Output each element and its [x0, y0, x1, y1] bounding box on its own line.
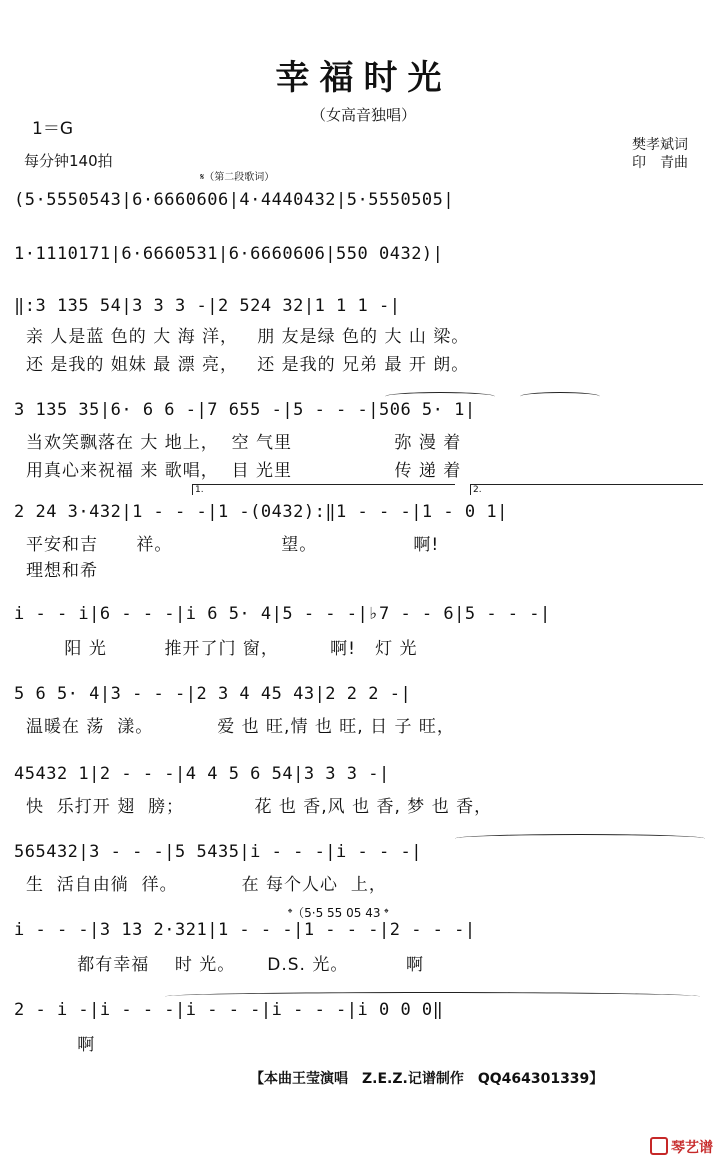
lyric-line-8: 温暖在 荡 漾。 爱 也 旺,情 也 旺, 日 子 旺， — [26, 717, 455, 736]
lyric-line-2: 还 是我的 姐妹 最 漂 亮， 还 是我的 兄弟 最 开 朗。 — [26, 355, 470, 374]
lyric-line-6: 理想和希 — [26, 561, 98, 580]
lyric-line-11: 都有幸福 时 光。 D.S. 光。 啊 — [26, 955, 424, 974]
brand-logo — [650, 1137, 713, 1157]
tempo-marking: 每分钟140拍 — [24, 152, 113, 170]
score-line-3: ‖:3 135 54|3 3 3 -|2 524 32|1 1 1 -| — [14, 296, 401, 316]
lyric-line-3: 当欢笑飘落在 大 地上， 空 气里 弥 漫 着 — [26, 433, 462, 452]
score-line-5: 2 24 3·432|1 - - -|1 -(0432):‖1 - - -|1 - 0 1| — [14, 502, 508, 522]
score-line-10: i - - -|3 13 2·321|1 - - -|1 - - -|2 - - -| — [14, 920, 476, 940]
lyric-line-1: 亲 人是蓝 色的 大 海 洋， 朋 友是绿 色的 大 山 梁。 — [26, 327, 470, 346]
score-line-7: 5 6 5· 4|3 - - -|2 3 4 45 43|2 2 2 -| — [14, 684, 412, 704]
brand-icon — [650, 1137, 668, 1155]
lyricist-credit: 樊孝斌词 — [632, 137, 688, 153]
footer-credit: 【本曲王莹演唱 Z.E.Z.记谱制作 QQ464301339】 — [250, 1071, 604, 1087]
volta-second-ending: 2. — [470, 484, 703, 495]
lyric-line-12: 啊 — [26, 1035, 96, 1054]
page-title: 幸福时光 — [275, 58, 452, 98]
segno-note: 𝄋（第二段歌词） — [200, 172, 275, 183]
subtitle: （女高音独唱） — [310, 106, 416, 124]
lyric-line-9: 快 乐打开 翅 膀； 花 也 香,风 也 香, 梦 也 香， — [26, 797, 493, 816]
volta-first-ending: 1. — [192, 484, 455, 495]
score-line-11: 2 - i -|i - - -|i - - -|i - - -|i 0 0 0‖ — [14, 1000, 444, 1020]
coda-markings: 𝄌（5·5 55 05 43 𝄌 — [288, 906, 389, 920]
score-line-9: 565432|3 - - -|5 5435|i - - -|i - - -| — [14, 842, 422, 862]
lyric-line-10: 生 活自由徜 徉。 在 每个人心 上， — [26, 875, 387, 894]
score-line-8: 45432 1|2 - - -|4 4 5 6 54|3 3 3 -| — [14, 764, 390, 784]
lyric-line-7: 阳 光 推开了门 窗， 啊! 灯 光 — [26, 639, 418, 658]
lyric-line-5: 平安和吉 祥。 望。 啊! — [26, 535, 440, 554]
score-line-6: i - - i|6 - - -|i 6 5· 4|5 - - -|♭7 - - 6|5 - - -| — [14, 604, 551, 624]
score-line-4: 3 135 35|6· 6 6 -|7 655 -|5 - - -|506 5· 1| — [14, 400, 476, 420]
brand-name: 琴艺谱 — [671, 1140, 713, 1156]
composer-credit: 印 青曲 — [632, 155, 688, 171]
score-line-2: 1·1110171|6·6660531|6·6660606|550 0432)| — [14, 244, 444, 264]
score-line-1: (5·5550543|6·6660606|4·4440432|5·5550505| — [14, 190, 455, 210]
key-signature: 1＝G — [32, 119, 73, 139]
lyric-line-4: 用真心来祝福 来 歌唱， 目 光里 传 递 着 — [26, 461, 462, 480]
